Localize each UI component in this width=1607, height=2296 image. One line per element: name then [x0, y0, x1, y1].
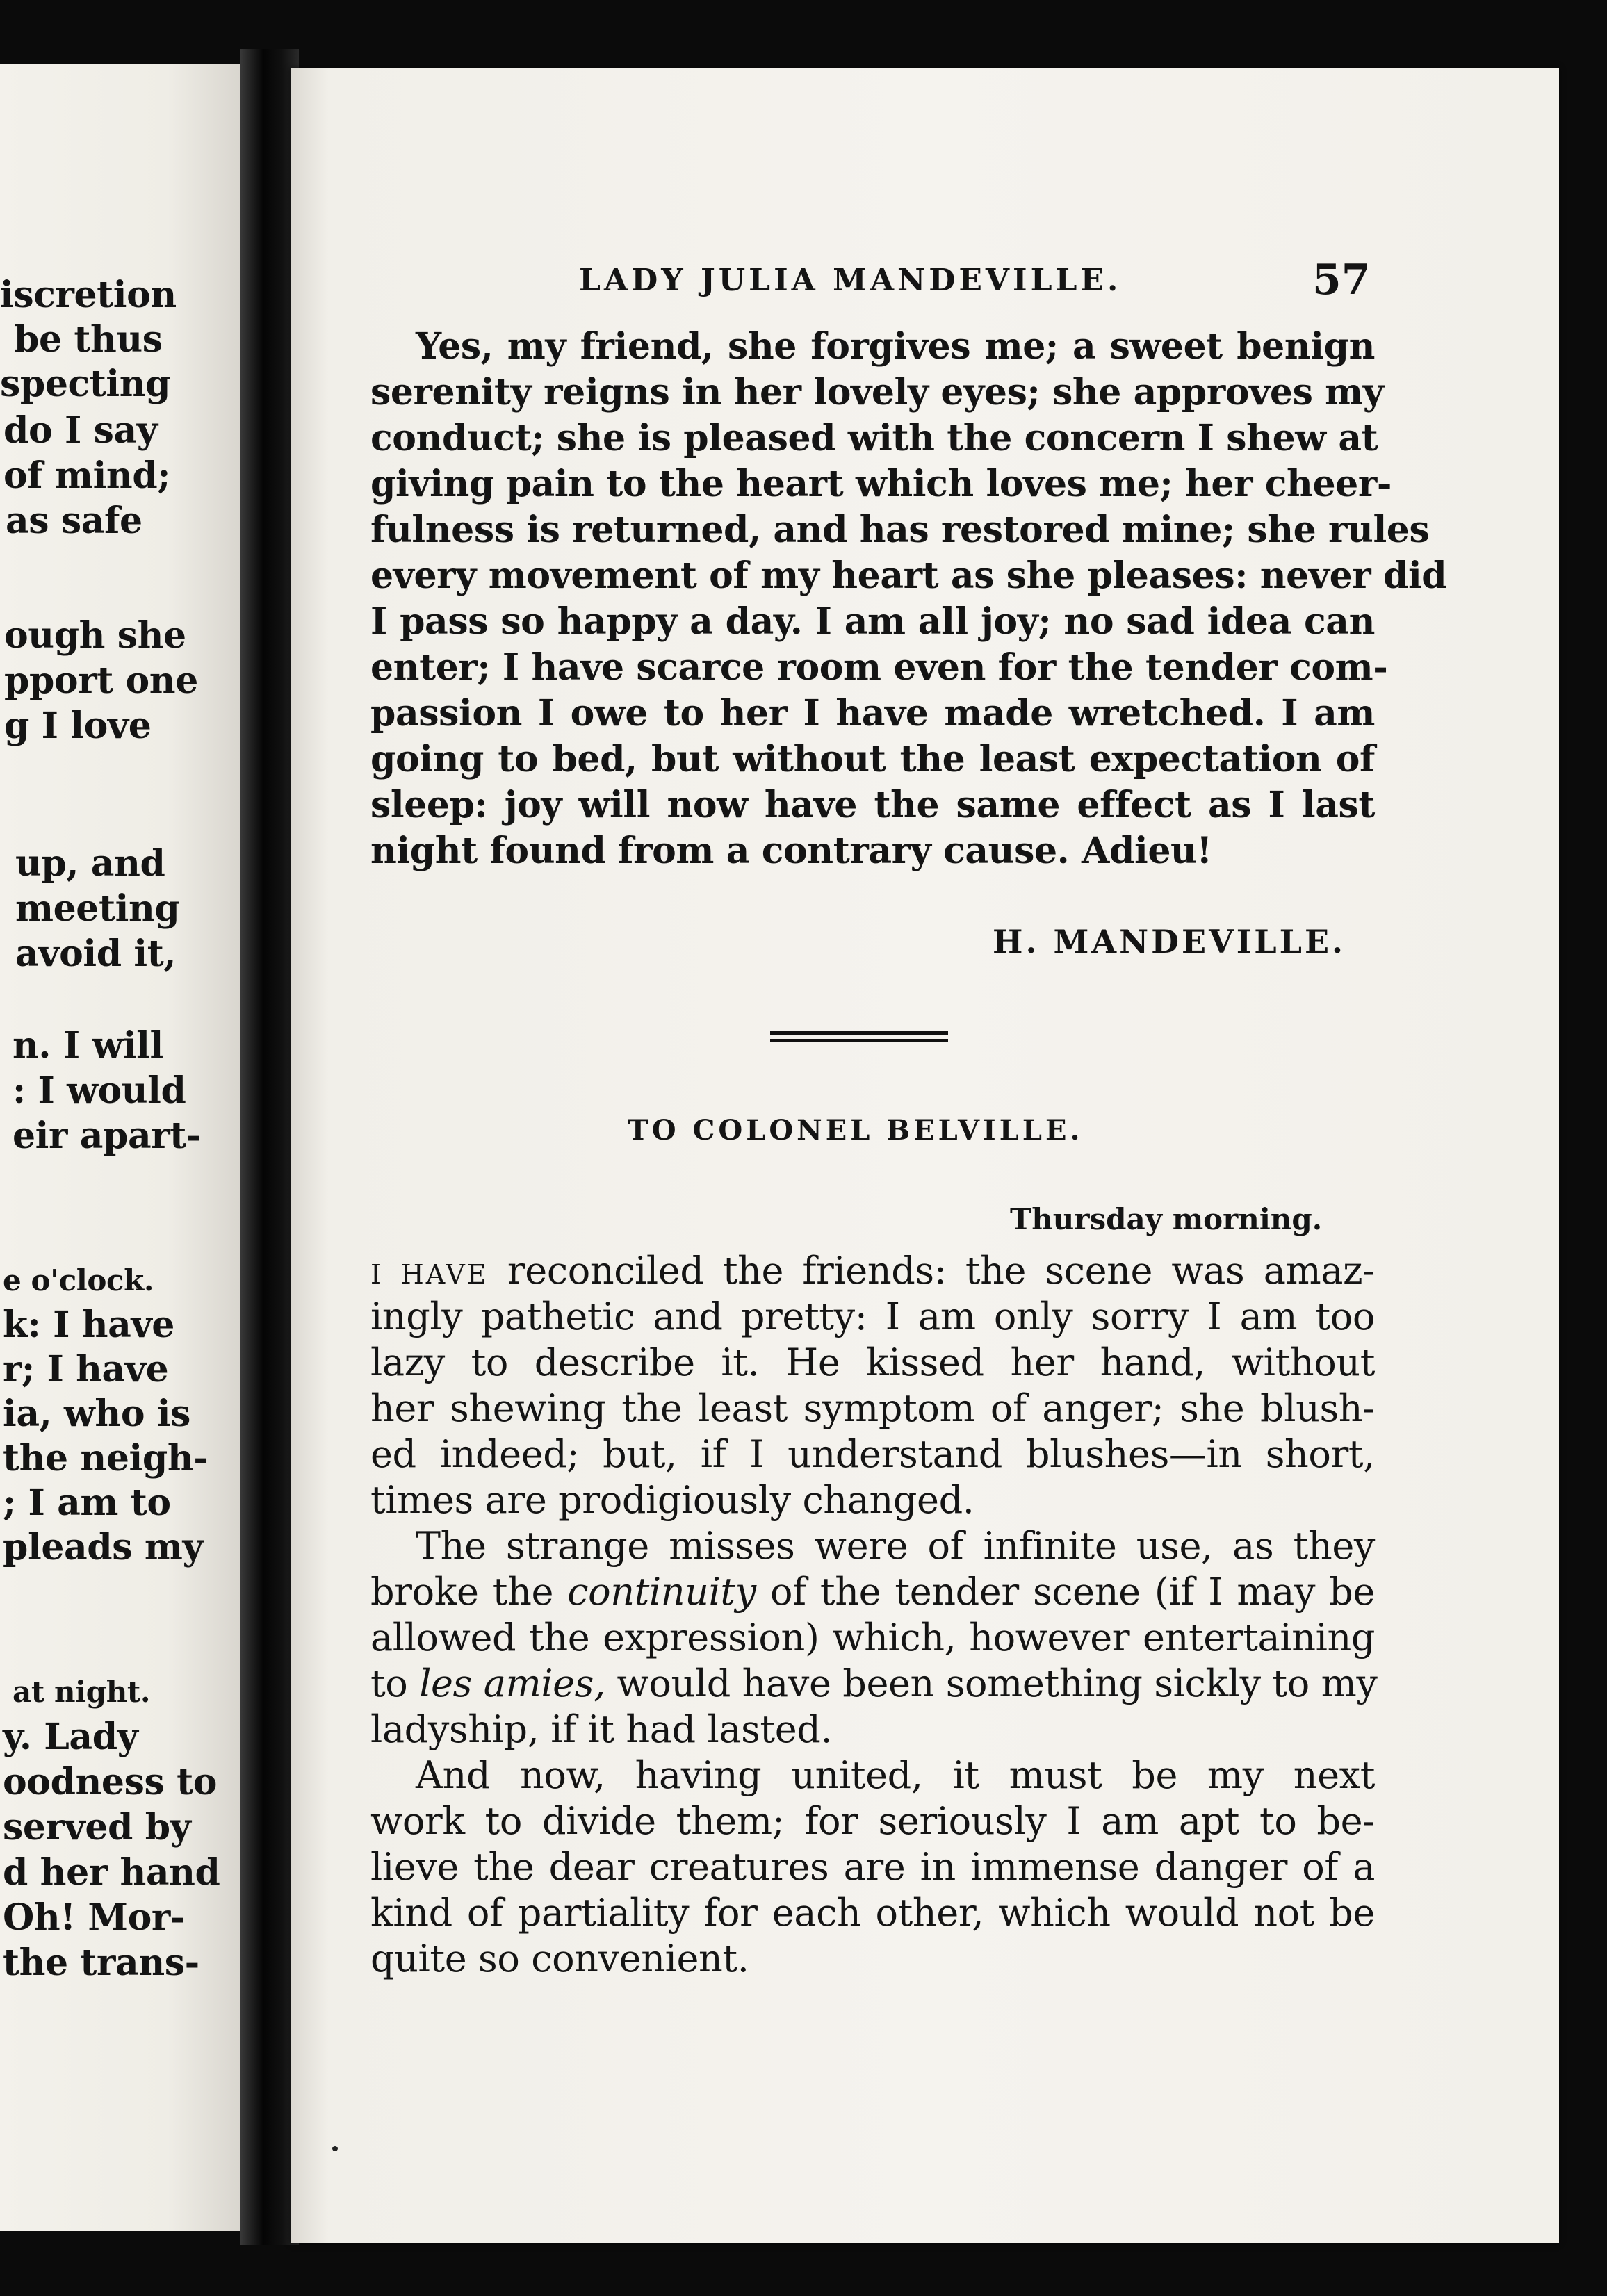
left-line: up, and	[15, 842, 165, 885]
text-line: broke the continuity of the tender scene (if I may be	[370, 1570, 1375, 1614]
section-rule	[770, 1031, 948, 1045]
left-line: ough she	[4, 614, 186, 657]
left-page	[0, 64, 240, 2231]
left-line: the neigh-	[3, 1437, 209, 1479]
left-line: of mind;	[3, 454, 171, 497]
text-line: kind of partiality for each other, which would not be	[370, 1891, 1375, 1935]
text-line: lieve the dear creatures are in immense danger of a	[370, 1845, 1375, 1889]
text-line: And now, having united, it must be my next	[416, 1753, 1375, 1797]
left-line: the trans-	[3, 1942, 199, 1984]
left-line: oodness to	[3, 1761, 217, 1803]
left-line: Oh! Mor-	[3, 1896, 186, 1939]
text-line: sleep: joy will now have the same effect as I last	[370, 784, 1375, 826]
left-line: iscretion	[0, 274, 177, 316]
left-line: r; I have	[3, 1348, 169, 1391]
left-line: k: I have	[3, 1304, 174, 1346]
text-line: fulness is returned, and has restored mine; she rules	[370, 509, 1430, 551]
first-words: I HAVE	[370, 1259, 489, 1290]
left-line: as safe	[6, 500, 142, 542]
left-line: specting	[0, 363, 171, 405]
text-line: conduct; she is pleased with the concern I shew at	[370, 417, 1378, 459]
left-line: d her hand	[3, 1851, 220, 1894]
text-line: I HAVE reconciled the friends: the scene was amaz-	[370, 1249, 1375, 1293]
page-number: 57	[1312, 256, 1371, 304]
right-page	[291, 68, 1559, 2243]
text-line: serenity reigns in her lovely eyes; she approves my	[370, 371, 1384, 413]
left-line: eir apart-	[13, 1115, 202, 1157]
text-line: lazy to describe it. He kissed her hand, without	[370, 1340, 1375, 1384]
left-line: meeting	[15, 887, 180, 930]
text-line: ladyship, if it had lasted.	[370, 1707, 833, 1751]
left-line: pleads my	[3, 1526, 204, 1568]
left-line: : I would	[13, 1069, 186, 1112]
left-line: do I say	[3, 409, 158, 452]
text-line: every movement of my heart as she pleases: never did	[370, 555, 1447, 597]
left-line: g I love	[4, 705, 152, 747]
text-line: ed indeed; but, if I understand blushes—in short,	[370, 1432, 1375, 1476]
left-line: e o'clock.	[3, 1263, 154, 1297]
text-line: I pass so happy a day. I am all joy; no sad idea can	[370, 600, 1375, 643]
text-line: night found from a contrary cause. Adieu!	[370, 830, 1212, 872]
text-line: her shewing the least symptom of anger; she blush-	[370, 1386, 1375, 1430]
italic-word: les amies,	[419, 1662, 605, 1705]
text-line: ingly pathetic and pretty: I am only sorry I am too	[370, 1295, 1375, 1338]
text-line: Yes, my friend, she forgives me; a sweet benign	[416, 325, 1375, 368]
text-line: allowed the expression) which, however entertaining	[370, 1616, 1375, 1659]
letter-heading: TO COLONEL BELVILLE.	[628, 1114, 1084, 1147]
text-line: The strange misses were of infinite use, as they	[416, 1524, 1375, 1568]
left-line: served by	[3, 1806, 191, 1848]
left-line: be thus	[14, 318, 163, 361]
text-line: times are prodigiously changed.	[370, 1478, 974, 1522]
text-line: to les amies, would have been something sickly to my	[370, 1662, 1378, 1705]
left-line: ia, who is	[3, 1393, 191, 1435]
text-line: going to bed, but without the least expectation of	[370, 738, 1375, 780]
text-line: enter; I have scarce room even for the tender com-	[370, 646, 1388, 689]
left-line: at night.	[13, 1675, 151, 1709]
text-line: work to divide them; for seriously I am apt to be-	[370, 1799, 1375, 1843]
left-line: pport one	[4, 659, 198, 702]
signature: H. MANDEVILLE.	[993, 923, 1346, 960]
left-line: n. I will	[13, 1024, 163, 1067]
running-head: LADY JULIA MANDEVILLE.	[579, 263, 1122, 298]
text-line: quite so convenient.	[370, 1937, 749, 1981]
left-line: ; I am to	[3, 1482, 171, 1524]
dateline: Thursday morning.	[1010, 1202, 1323, 1236]
left-line: y. Lady	[3, 1716, 138, 1758]
ink-speck	[332, 2146, 338, 2151]
text-line: giving pain to the heart which loves me; her cheer-	[370, 463, 1392, 505]
left-line: avoid it,	[15, 933, 177, 975]
italic-word: continuity	[567, 1570, 756, 1614]
text-line: passion I owe to her I have made wretched. I am	[370, 692, 1375, 735]
